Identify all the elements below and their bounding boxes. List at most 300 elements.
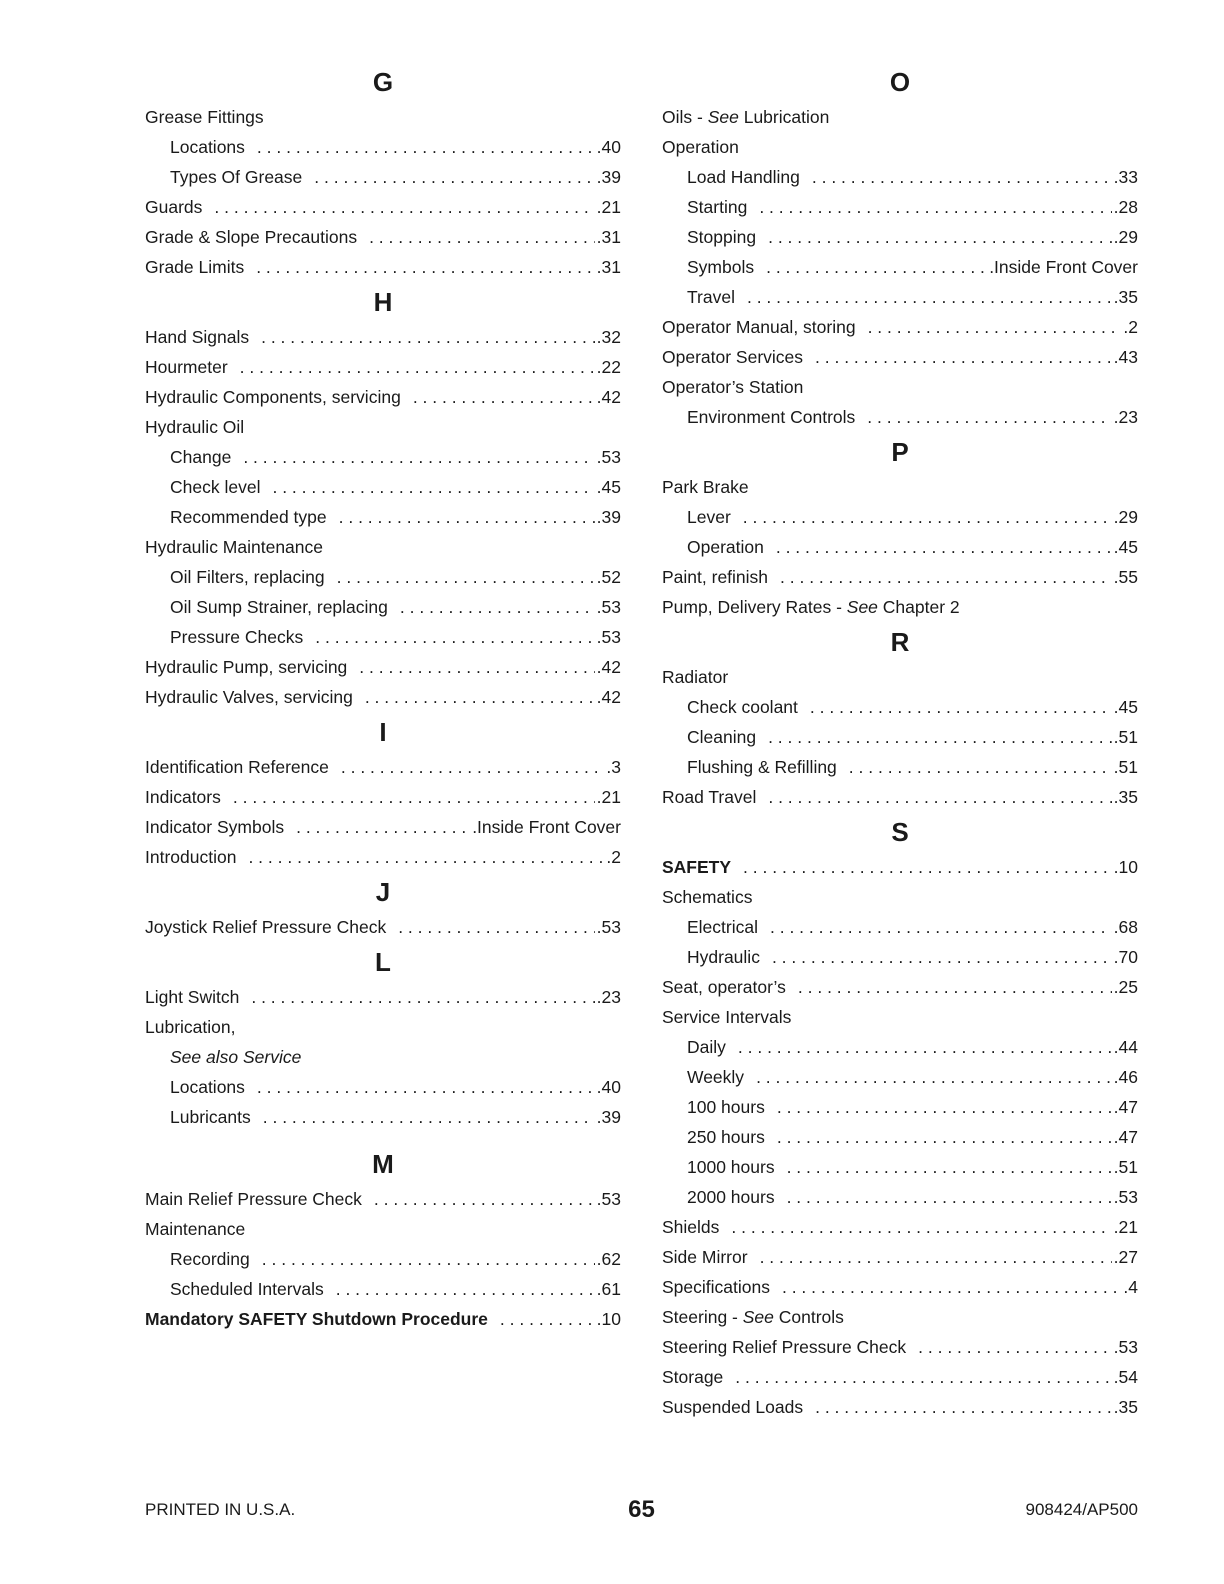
index-subentry	[662, 192, 1138, 222]
page-reference: .52	[596, 567, 621, 587]
entry-label: Operator Manual, storing	[662, 317, 856, 337]
index-entry	[662, 1242, 1138, 1272]
entry-label: Storage	[662, 1367, 724, 1387]
entry-label: 100 hours	[687, 1097, 765, 1117]
index-entry	[662, 102, 1138, 132]
entry-label: Daily	[687, 1037, 726, 1057]
dot-leader	[738, 1032, 1112, 1062]
entry-label: Specifications	[662, 1277, 770, 1297]
entry-label: Road Travel	[662, 787, 757, 807]
dot-leader	[214, 192, 594, 222]
dot-leader	[772, 942, 1112, 972]
index-entry	[145, 252, 621, 282]
index-subentry	[662, 752, 1138, 782]
dot-leader	[760, 1242, 1112, 1272]
page-reference: .70	[1113, 947, 1138, 967]
dot-leader	[731, 1212, 1111, 1242]
dot-leader	[777, 1092, 1112, 1122]
dot-leader	[766, 252, 987, 282]
page-reference: .47	[1113, 1097, 1138, 1117]
index-subentry	[662, 1062, 1138, 1092]
page-reference: .47	[1113, 1127, 1138, 1147]
index-subentry	[145, 622, 621, 652]
section-letter: I	[379, 717, 387, 747]
dot-leader	[782, 1272, 1121, 1302]
dot-leader	[787, 1182, 1112, 1212]
entry-label: Joystick Relief Pressure Check	[145, 917, 387, 937]
dot-leader	[359, 652, 594, 682]
index-entry	[145, 352, 621, 382]
page-reference: .23	[596, 987, 621, 1007]
page-reference: .53	[596, 1189, 621, 1209]
index-section-i	[145, 712, 621, 872]
dot-leader	[314, 162, 594, 192]
page-reference: .39	[596, 1107, 621, 1127]
index-entry	[662, 312, 1138, 342]
index-subentry	[145, 132, 621, 162]
index-entry	[662, 132, 1138, 162]
dot-leader	[369, 222, 595, 252]
entry-label: Check level	[170, 477, 261, 497]
see-reference: See	[707, 107, 739, 127]
index-entry	[145, 532, 621, 562]
entry-label: Grade Limits	[145, 257, 245, 277]
entry-label: Recording	[170, 1249, 250, 1269]
dot-leader	[251, 982, 594, 1012]
dot-leader	[296, 812, 470, 842]
dot-leader	[398, 912, 594, 942]
entry-label: Symbols	[687, 257, 755, 277]
page-reference: .28	[1113, 197, 1138, 217]
dot-leader	[815, 1392, 1112, 1422]
page-number: 65	[628, 1496, 655, 1523]
page-reference: .22	[596, 357, 621, 377]
page-reference: .61	[596, 1279, 621, 1299]
index-subentry	[662, 912, 1138, 942]
index-entry	[145, 222, 621, 252]
see-target: Chapter 2	[877, 597, 960, 617]
entry-label: Seat, operator’s	[662, 977, 786, 997]
entry-label: Operation	[662, 137, 739, 157]
entry-label: Grease Fittings	[145, 107, 264, 127]
entry-label: Scheduled Intervals	[170, 1279, 324, 1299]
page-reference: .25	[1113, 977, 1138, 997]
section-letter: S	[891, 817, 909, 847]
section-letter: H	[373, 287, 393, 317]
index-entry	[145, 1184, 621, 1214]
section-letter: P	[891, 437, 909, 467]
dot-leader	[500, 1304, 595, 1334]
index-entry	[662, 852, 1138, 882]
index-subentry	[662, 532, 1138, 562]
entry-label: Travel	[687, 287, 735, 307]
index-subentry	[662, 402, 1138, 432]
index-entry	[662, 662, 1138, 692]
section-letter: O	[889, 67, 911, 97]
page-reference: .51	[1113, 1157, 1138, 1177]
entry-label	[662, 592, 960, 622]
page-reference: .Inside Front Cover	[472, 817, 621, 837]
dot-leader	[315, 622, 594, 652]
index-subentry	[662, 162, 1138, 192]
index-entry	[662, 1332, 1138, 1362]
page-reference: .51	[1113, 727, 1138, 747]
page-reference: .32	[596, 327, 621, 347]
entry-label: Hourmeter	[145, 357, 228, 377]
index-entry	[145, 1304, 621, 1334]
section-letter: R	[890, 627, 910, 657]
page-reference: .53	[596, 917, 621, 937]
dot-leader	[787, 1152, 1112, 1182]
index-column-right	[662, 62, 1138, 1422]
index-entry	[145, 192, 621, 222]
entry-label: 1000 hours	[687, 1157, 775, 1177]
dot-leader	[810, 692, 1112, 722]
entry-label: Locations	[170, 1077, 245, 1097]
entry-label: Pressure Checks	[170, 627, 304, 647]
entry-label: Grade & Slope Precautions	[145, 227, 358, 247]
dot-leader	[400, 592, 595, 622]
page-reference: .2	[1123, 317, 1138, 337]
dot-leader	[374, 1184, 595, 1214]
entry-label: Hydraulic Maintenance	[145, 537, 324, 557]
dot-leader	[413, 382, 595, 412]
page-reference: .Inside Front Cover	[989, 257, 1138, 277]
index-subentry	[662, 1092, 1138, 1122]
page-reference: .45	[1113, 697, 1138, 717]
entry-label-text: Steering -	[662, 1307, 743, 1327]
page-reference: .39	[596, 507, 621, 527]
index-subentry	[145, 1274, 621, 1304]
index-entry	[662, 1392, 1138, 1422]
index-section-s	[662, 812, 1138, 1422]
page-reference: .44	[1113, 1037, 1138, 1057]
index-subentry	[145, 502, 621, 532]
page-reference: .10	[1113, 857, 1138, 877]
entry-label: Shields	[662, 1217, 720, 1237]
page-reference: .31	[596, 257, 621, 277]
page-reference: .62	[596, 1249, 621, 1269]
entry-label: Hand Signals	[145, 327, 250, 347]
page-reference: .27	[1113, 1247, 1138, 1267]
page-reference: .54	[1113, 1367, 1138, 1387]
entry-label: Lubricants	[170, 1107, 251, 1127]
entry-label: Identification Reference	[145, 757, 329, 777]
page-reference: .23	[1113, 407, 1138, 427]
page-reference: .42	[596, 657, 621, 677]
entry-label-text: Pump, Delivery Rates -	[662, 597, 847, 617]
entry-label: Starting	[687, 197, 748, 217]
page-reference: .68	[1113, 917, 1138, 937]
index-entry	[145, 682, 621, 712]
section-letter: G	[372, 67, 394, 97]
page-reference: .35	[1113, 787, 1138, 807]
index-entry	[145, 812, 621, 842]
dot-leader	[248, 842, 604, 872]
index-section-g	[145, 62, 621, 282]
page-reference: .53	[596, 627, 621, 647]
page-reference: .55	[1113, 567, 1138, 587]
entry-label: Hydraulic	[687, 947, 760, 967]
see-target: Lubrication	[738, 107, 830, 127]
page-reference: .46	[1113, 1067, 1138, 1087]
index-entry	[662, 1302, 1138, 1332]
entry-label: Operator Services	[662, 347, 804, 367]
entry-label: Oil Sump Strainer, replacing	[170, 597, 388, 617]
entry-label: Oil Filters, replacing	[170, 567, 325, 587]
entry-label: See also Service	[170, 1047, 302, 1067]
page-reference: .35	[1113, 287, 1138, 307]
entry-label: Light Switch	[145, 987, 240, 1007]
entry-label: Lever	[687, 507, 731, 527]
index-entry	[662, 472, 1138, 502]
entry-label: Flushing & Refilling	[687, 757, 837, 777]
index-entry	[145, 102, 621, 132]
entry-label: Hydraulic Components, servicing	[145, 387, 401, 407]
dot-leader	[867, 402, 1111, 432]
page-reference: .21	[1113, 1217, 1138, 1237]
entry-label: Mandatory SAFETY Shutdown Procedure	[145, 1309, 488, 1329]
index-entry	[662, 562, 1138, 592]
dot-leader	[261, 322, 595, 352]
dot-leader	[780, 562, 1112, 592]
entry-label: Maintenance	[145, 1219, 246, 1239]
footer-printed-label: PRINTED IN U.S.A.	[145, 1500, 296, 1519]
dot-leader	[735, 1362, 1111, 1392]
dot-leader	[849, 752, 1112, 782]
index-entry	[662, 372, 1138, 402]
entry-label	[662, 102, 829, 132]
dot-leader	[233, 782, 595, 812]
index-entry	[145, 382, 621, 412]
index-entry	[662, 882, 1138, 912]
page-reference: .10	[596, 1309, 621, 1329]
entry-label: Hydraulic Oil	[145, 417, 245, 437]
index-entry	[145, 912, 621, 942]
dot-leader	[243, 442, 594, 472]
entry-label: Operator’s Station	[662, 377, 804, 397]
dot-leader	[776, 532, 1112, 562]
entry-label: 2000 hours	[687, 1187, 775, 1207]
page-reference: .45	[596, 477, 621, 497]
index-subentry	[662, 722, 1138, 752]
dot-leader	[257, 132, 595, 162]
index-section-r	[662, 622, 1138, 812]
dot-leader	[747, 282, 1112, 312]
index-subentry	[662, 1152, 1138, 1182]
dot-leader	[868, 312, 1122, 342]
index-section-p	[662, 432, 1138, 622]
entry-label: Environment Controls	[687, 407, 856, 427]
index-subentry	[662, 252, 1138, 282]
page-reference: .4	[1123, 1277, 1138, 1297]
dot-leader	[240, 352, 595, 382]
page-reference: .21	[596, 787, 621, 807]
entry-label: Hydraulic Valves, servicing	[145, 687, 353, 707]
section-letter: J	[375, 877, 391, 907]
entry-label: Side Mirror	[662, 1247, 748, 1267]
entry-label: Cleaning	[687, 727, 757, 747]
dot-leader	[756, 1062, 1112, 1092]
page-reference: .53	[596, 447, 621, 467]
entry-label: SAFETY	[662, 857, 732, 877]
index-subentry	[145, 472, 621, 502]
page-reference: .53	[596, 597, 621, 617]
index-entry	[662, 782, 1138, 812]
index-subentry	[662, 282, 1138, 312]
entry-label-text: Oils -	[662, 107, 708, 127]
index-section-h	[145, 282, 621, 712]
entry-label	[662, 1302, 844, 1332]
dot-leader	[262, 1244, 595, 1274]
entry-label: Introduction	[145, 847, 237, 867]
index-subentry	[662, 1122, 1138, 1152]
entry-label: Load Handling	[687, 167, 800, 187]
dot-leader	[770, 912, 1112, 942]
index-entry	[145, 1012, 621, 1042]
page-reference: .43	[1113, 347, 1138, 367]
index-entry	[662, 1002, 1138, 1032]
entry-label: Operation	[687, 537, 764, 557]
page-reference: .53	[1113, 1337, 1138, 1357]
page-reference: .42	[596, 687, 621, 707]
entry-label: Check coolant	[687, 697, 798, 717]
entry-label: Electrical	[687, 917, 758, 937]
entry-label: Main Relief Pressure Check	[145, 1189, 362, 1209]
index-section-j	[145, 872, 621, 942]
index-subentry	[145, 1042, 621, 1072]
dot-leader	[743, 502, 1112, 532]
index-subentry	[662, 1182, 1138, 1212]
entry-label: 250 hours	[687, 1127, 765, 1147]
entry-label: Types Of Grease	[170, 167, 303, 187]
index-subentry	[662, 692, 1138, 722]
dot-leader	[777, 1122, 1112, 1152]
page-reference: .40	[596, 1077, 621, 1097]
document-code: 908424/AP500	[1025, 1500, 1138, 1519]
page-reference: .35	[1113, 1397, 1138, 1417]
dot-leader	[768, 222, 1112, 252]
entry-label: Indicator Symbols	[145, 817, 285, 837]
section-letter: M	[372, 1149, 394, 1179]
dot-leader	[337, 562, 595, 592]
index-subentry	[145, 562, 621, 592]
index-entry	[662, 1362, 1138, 1392]
dot-leader	[257, 1072, 595, 1102]
page-reference: .45	[1113, 537, 1138, 557]
dot-leader	[272, 472, 594, 502]
page-reference: .33	[1113, 167, 1138, 187]
index-subentry	[145, 1072, 621, 1102]
entry-label: Indicators	[145, 787, 221, 807]
page-reference: .39	[596, 167, 621, 187]
index-subentry	[662, 942, 1138, 972]
index-entry	[662, 1212, 1138, 1242]
entry-label: Locations	[170, 137, 245, 157]
entry-label: Weekly	[687, 1067, 745, 1087]
dot-leader	[918, 1332, 1112, 1362]
entry-label: Guards	[145, 197, 203, 217]
dot-leader	[263, 1102, 595, 1132]
dot-leader	[798, 972, 1112, 1002]
page-reference: .29	[1113, 507, 1138, 527]
index-subentry	[145, 442, 621, 472]
index-section-o	[662, 62, 1138, 432]
entry-label: Steering Relief Pressure Check	[662, 1337, 907, 1357]
entry-label: Suspended Loads	[662, 1397, 804, 1417]
entry-label: Service Intervals	[662, 1007, 792, 1027]
index-entry	[145, 652, 621, 682]
index-section-m	[145, 1144, 621, 1334]
index-subentry	[145, 162, 621, 192]
index-subentry	[145, 1244, 621, 1274]
see-reference: See	[846, 597, 878, 617]
entry-label: Hydraulic Pump, servicing	[145, 657, 348, 677]
dot-leader	[341, 752, 605, 782]
index-subentry	[662, 222, 1138, 252]
entry-label: Schematics	[662, 887, 753, 907]
entry-label: Stopping	[687, 227, 757, 247]
index-entry	[662, 342, 1138, 372]
entry-label: Lubrication,	[145, 1017, 236, 1037]
dot-leader	[768, 782, 1111, 812]
page-reference: .21	[596, 197, 621, 217]
dot-leader	[336, 1274, 595, 1304]
index-entry	[145, 1214, 621, 1244]
entry-label: Paint, refinish	[662, 567, 769, 587]
dot-leader	[256, 252, 594, 282]
section-letter: L	[375, 947, 391, 977]
index-entry	[145, 752, 621, 782]
entry-label: Recommended type	[170, 507, 327, 527]
index-entry	[145, 412, 621, 442]
index-entry	[145, 982, 621, 1012]
page-reference: .53	[1113, 1187, 1138, 1207]
dot-leader	[812, 162, 1112, 192]
dot-leader	[768, 722, 1112, 752]
entry-label: Park Brake	[662, 477, 749, 497]
index-subentry	[145, 1102, 621, 1132]
page-reference: .31	[596, 227, 621, 247]
dot-leader	[743, 852, 1112, 882]
dot-leader	[339, 502, 595, 532]
entry-label: Change	[170, 447, 232, 467]
page-reference: .51	[1113, 757, 1138, 777]
index-subentry	[662, 502, 1138, 532]
dot-leader	[759, 192, 1111, 222]
page-footer	[145, 1496, 1138, 1526]
dot-leader	[365, 682, 595, 712]
page-reference: .2	[606, 847, 621, 867]
index-entry	[145, 322, 621, 352]
see-reference: See	[742, 1307, 774, 1327]
dot-leader	[815, 342, 1112, 372]
index-section-l	[145, 942, 621, 1132]
index-subentry	[145, 592, 621, 622]
index-entry	[145, 782, 621, 812]
entry-label: Radiator	[662, 667, 729, 687]
index-subentry	[662, 1032, 1138, 1062]
index-entry	[145, 842, 621, 872]
index-column-left	[145, 62, 621, 1334]
page-reference: .29	[1113, 227, 1138, 247]
see-target: Controls	[773, 1307, 844, 1327]
page-reference: .42	[596, 387, 621, 407]
index-entry	[662, 592, 1138, 622]
page-reference: .40	[596, 137, 621, 157]
index-entry	[662, 1272, 1138, 1302]
index-entry	[662, 972, 1138, 1002]
